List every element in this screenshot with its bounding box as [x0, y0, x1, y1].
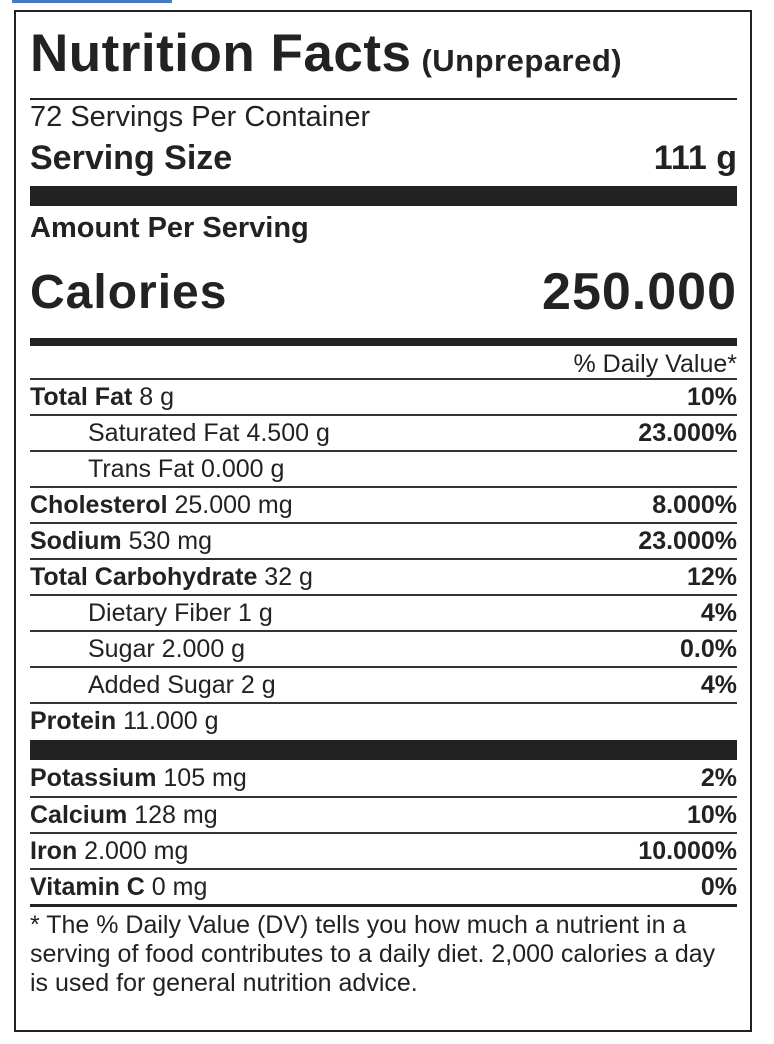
nutrient-name: Cholesterol [30, 490, 168, 519]
nutrient-amount: 0.000 g [201, 454, 285, 483]
nutrient-amount: 2.000 g [161, 634, 246, 663]
nutrient-amount: 32 g [264, 562, 313, 591]
mineral-row [30, 796, 737, 832]
nutrient-dv: 8.000% [652, 490, 737, 519]
nutrient-row [30, 522, 737, 558]
mineral-list [30, 760, 737, 904]
nutrient-name: Trans Fat [88, 454, 195, 483]
mineral-name: Vitamin C [30, 872, 145, 901]
nutrient-name: Sodium [30, 526, 122, 555]
nutrient-name: Total Carbohydrate [30, 562, 258, 591]
nutrient-name: Added Sugar [88, 670, 234, 699]
mineral-amount: 128 mg [134, 800, 218, 829]
nutrient-row [30, 486, 737, 522]
mineral-name: Potassium [30, 763, 157, 792]
nutrient-name: Sugar [88, 634, 155, 663]
mineral-amount: 0 mg [151, 872, 208, 901]
nutrient-name: Total Fat [30, 382, 133, 411]
medium-divider [30, 338, 737, 346]
calories-row [30, 250, 737, 334]
nutrient-row [30, 450, 737, 486]
nutrient-row [30, 630, 737, 666]
nutrient-amount: 1 g [238, 598, 273, 627]
mineral-dv: 10% [686, 800, 737, 829]
nutrient-amount: 530 mg [128, 526, 213, 555]
nutrient-amount: 11.000 g [123, 706, 219, 735]
thick-divider-minerals [30, 740, 737, 760]
nutrient-dv: 12% [686, 562, 737, 591]
calories-value: 250.000 [542, 263, 737, 321]
label-subtitle: (Unprepared) [421, 43, 623, 78]
mineral-row [30, 760, 737, 796]
nutrient-name: Dietary Fiber [88, 598, 232, 627]
nutrient-row [30, 702, 737, 738]
nutrient-name: Saturated Fat [88, 418, 240, 447]
mineral-dv: 10.000% [638, 836, 737, 865]
nutrient-amount: 4.500 g [246, 418, 330, 447]
mineral-dv: 2% [700, 763, 737, 792]
nutrient-list [30, 378, 737, 738]
nutrition-facts-label [14, 10, 752, 1032]
nutrient-dv: 23.000% [638, 526, 737, 555]
amount-per-serving: Amount Per Serving [30, 212, 309, 244]
nutrient-row [30, 558, 737, 594]
nutrient-dv: 4% [700, 670, 737, 699]
mineral-name: Iron [30, 836, 78, 865]
servings-per-container: 72 Servings Per Container [30, 101, 371, 133]
thick-divider [30, 186, 737, 206]
serving-size-row [30, 136, 737, 186]
mineral-amount: 2.000 mg [84, 836, 189, 865]
nutrient-amount: 25.000 mg [174, 490, 293, 519]
mineral-amount: 105 mg [163, 763, 247, 792]
footnote-text: * The % Daily Value (DV) tells you how much a nutrient in a serving of food contributes to a daily diet. 2,000 calories a day is used for general nutrition advice. [30, 911, 716, 997]
label-title: Nutrition Facts [30, 24, 412, 83]
mineral-row [30, 868, 737, 904]
nutrient-dv: 10% [686, 382, 737, 411]
nutrient-row [30, 378, 737, 414]
nutrient-name: Protein [30, 706, 117, 735]
mineral-row [30, 832, 737, 868]
nutrient-row [30, 414, 737, 450]
serving-size-label: Serving Size [30, 139, 233, 177]
calories-label: Calories [30, 265, 228, 319]
top-accent-bar [12, 0, 172, 3]
mineral-dv: 0% [700, 872, 737, 901]
nutrient-amount: 8 g [139, 382, 175, 411]
nutrient-row [30, 594, 737, 630]
nutrient-amount: 2 g [240, 670, 276, 699]
nutrient-dv: 23.000% [638, 418, 737, 447]
daily-value-header: % Daily Value* [573, 350, 737, 378]
serving-size-value: 111 g [653, 139, 737, 177]
title-row [30, 12, 737, 98]
mineral-name: Calcium [30, 800, 128, 829]
nutrient-row [30, 666, 737, 702]
nutrient-dv: 0.0% [680, 634, 737, 663]
nutrient-dv: 4% [700, 598, 737, 627]
